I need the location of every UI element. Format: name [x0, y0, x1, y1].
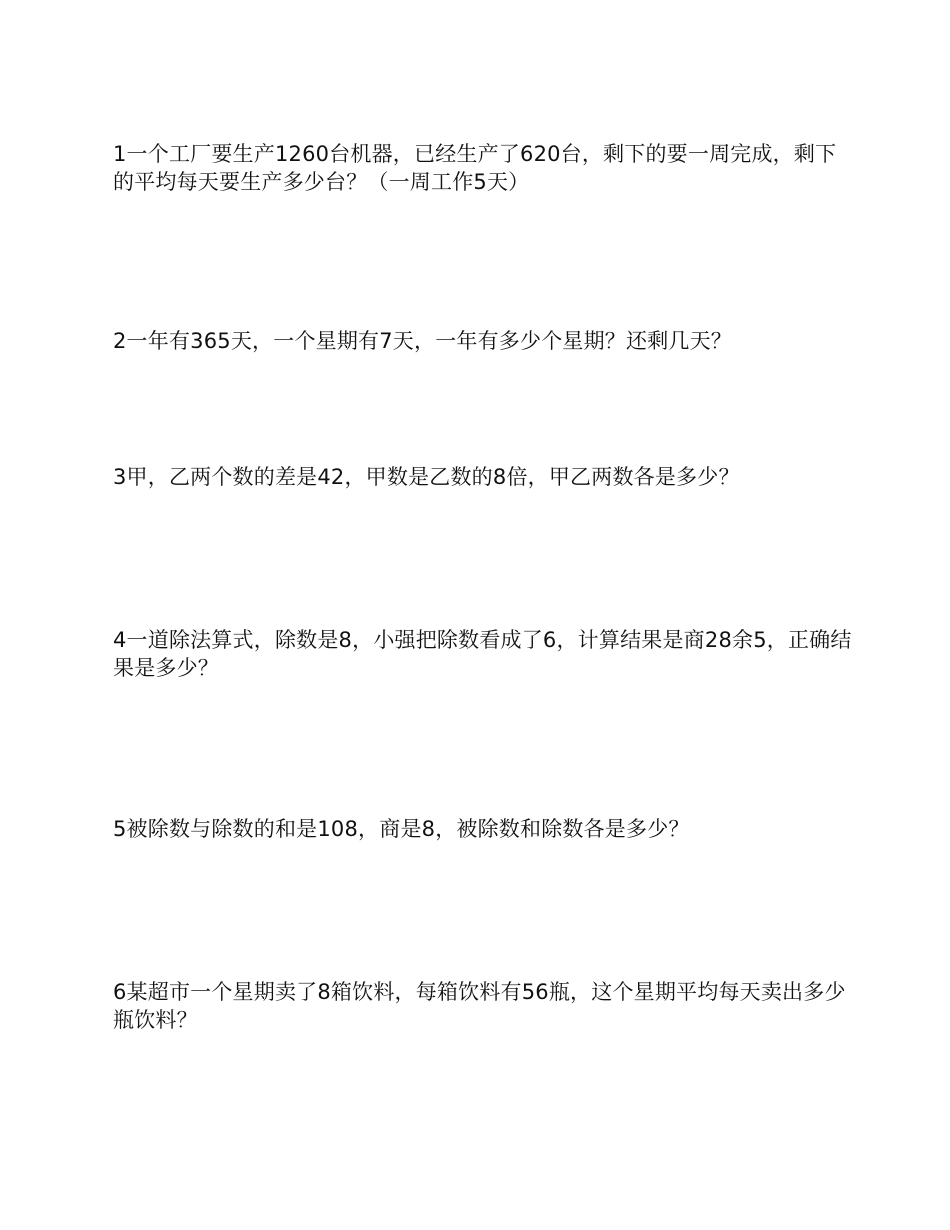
problem-6: 6某超市一个星期卖了8箱饮料，每箱饮料有56瓶，这个星期平均每天卖出多少瓶饮料？	[113, 980, 846, 1032]
problem-3: 3甲，乙两个数的差是42，甲数是乙数的8倍，甲乙两数各是多少？	[113, 465, 740, 489]
problem-2: 2一年有365天，一个星期有7天，一年有多少个星期？还剩几天？	[113, 329, 733, 353]
problem-1: 1一个工厂要生产1260台机器，已经生产了620台，剩下的要一周完成，剩下的平均每天要生产多少台？（一周工作5天）	[113, 142, 837, 194]
problem-5: 5被除数与除数的和是108，商是8，被除数和除数各是多少？	[113, 817, 690, 841]
problem-4: 4一道除法算式，除数是8，小强把除数看成了6，计算结果是商28余5，正确结果是多少？	[113, 628, 852, 680]
